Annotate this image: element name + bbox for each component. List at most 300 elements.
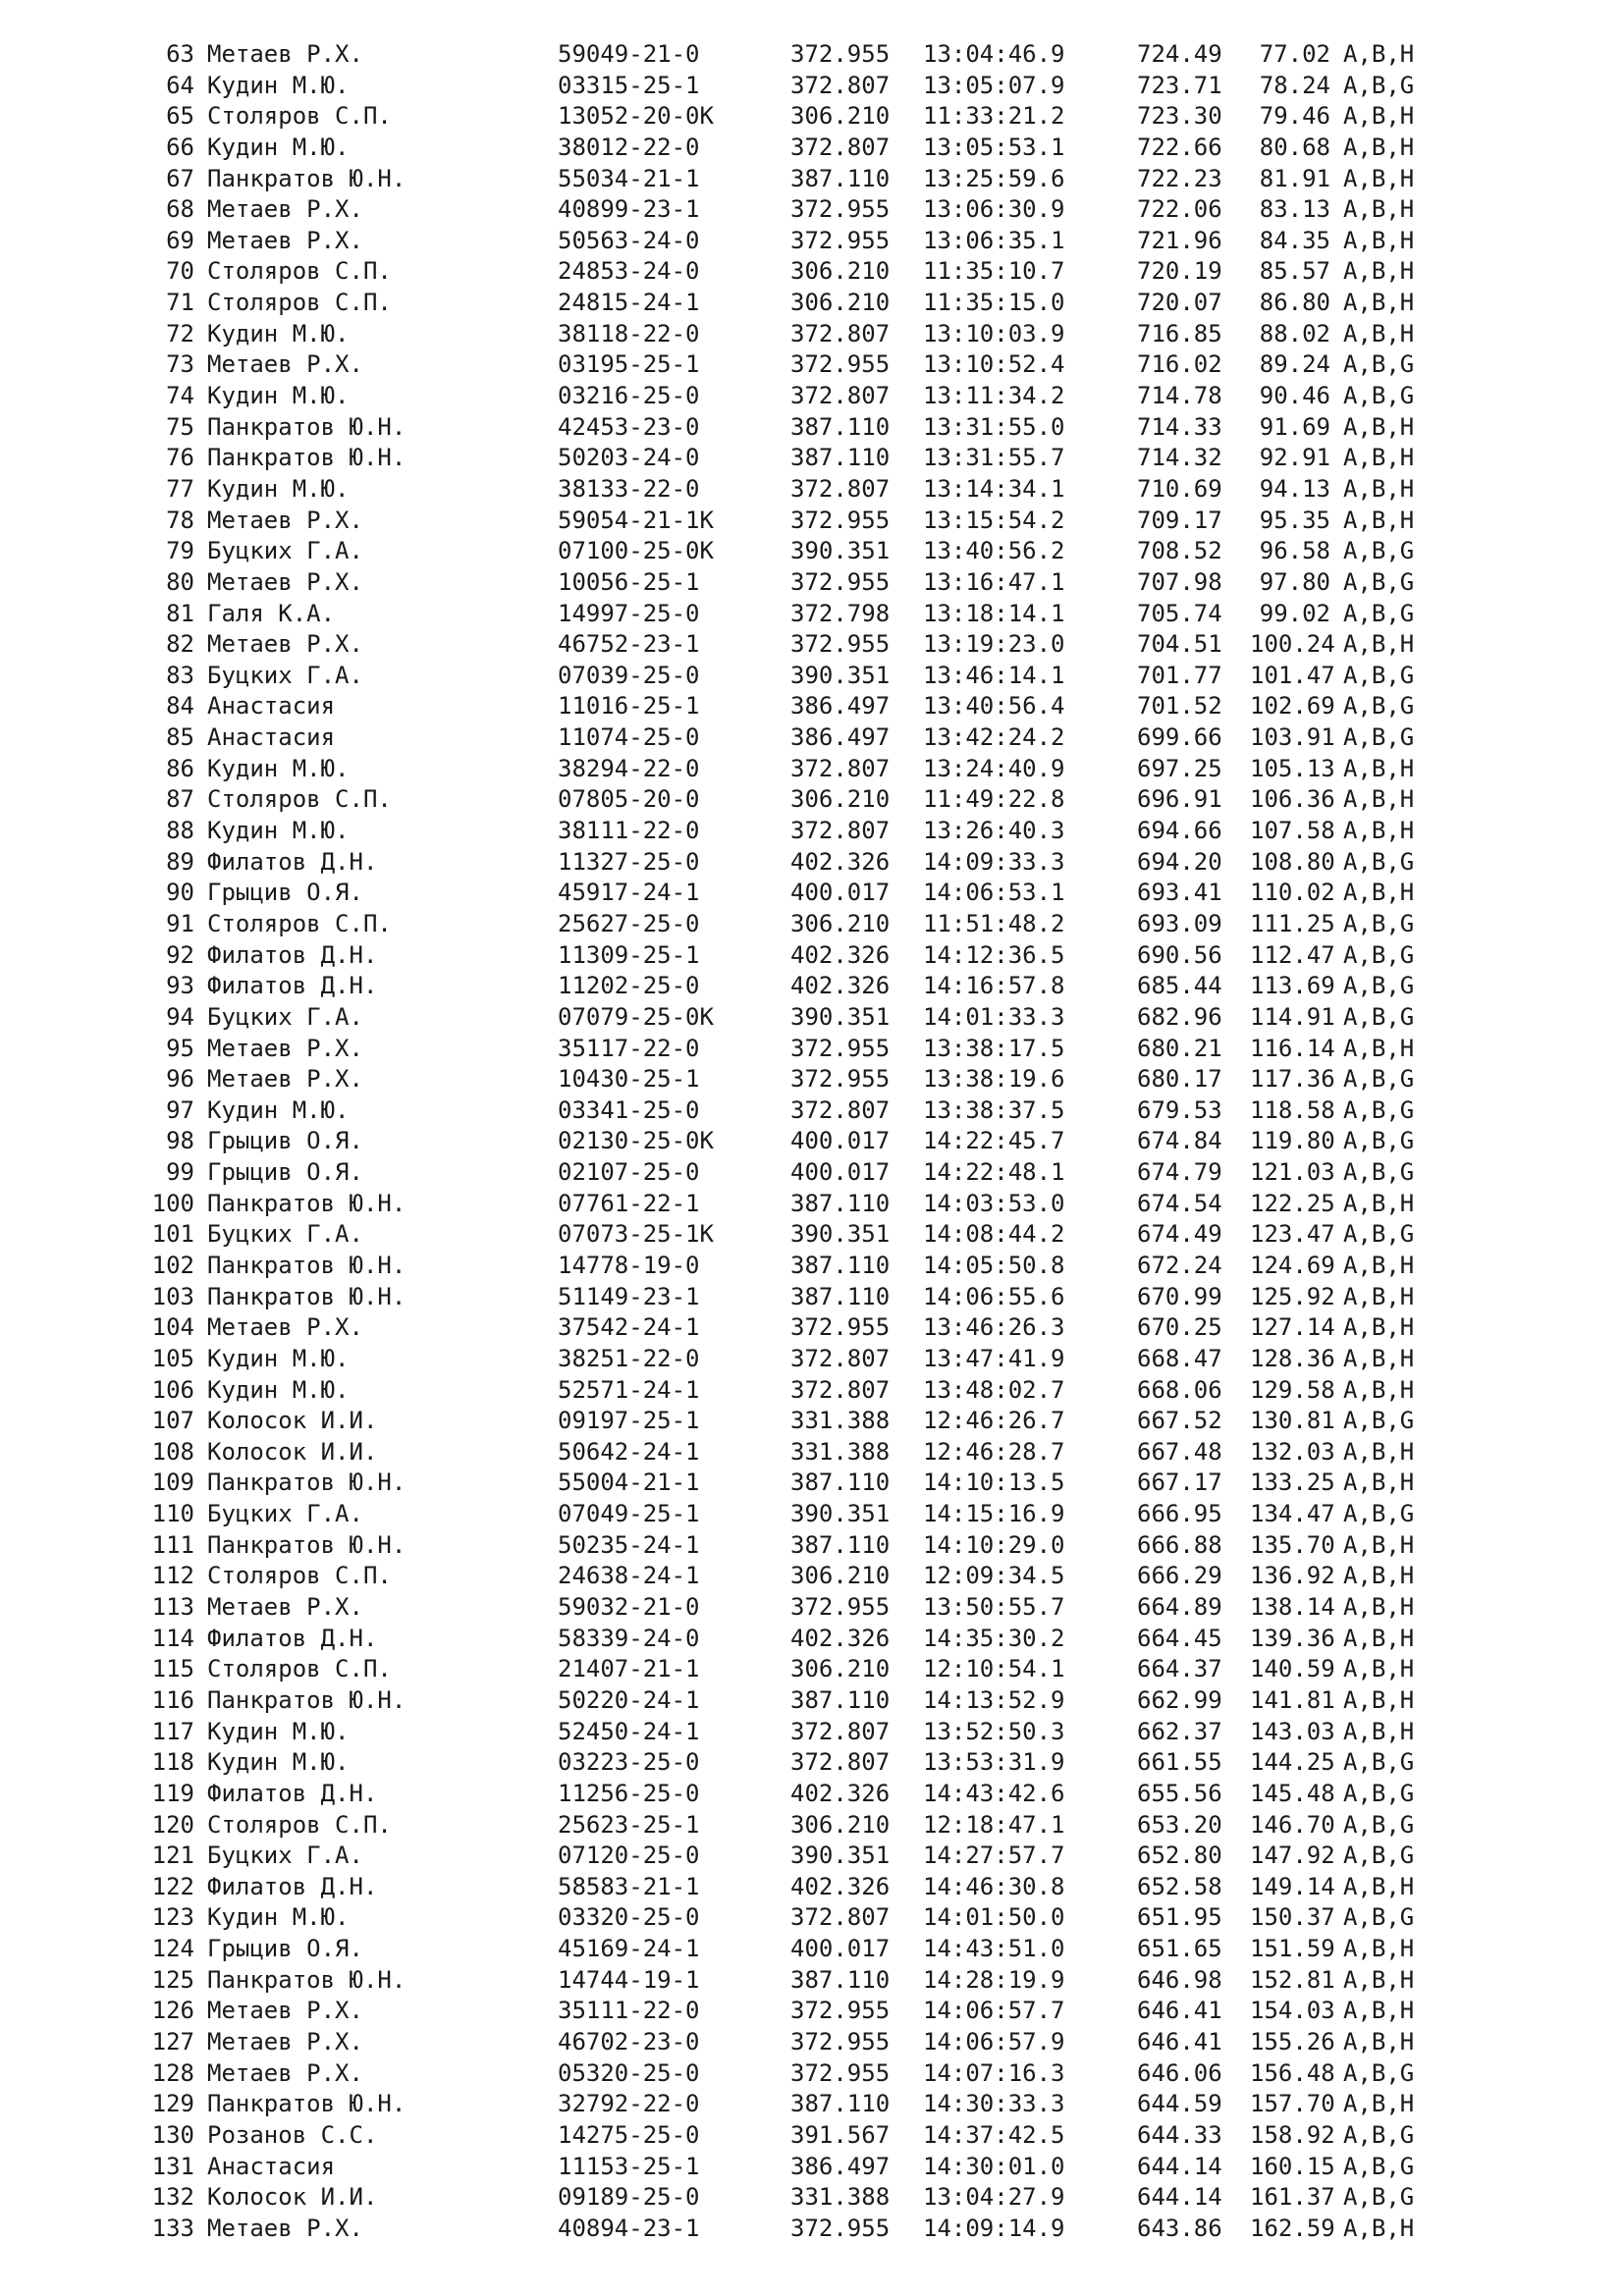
fancier-name: Колосок И.И. [207, 2183, 378, 2212]
speed: 707.98 [1137, 567, 1222, 596]
coefficient: 146.70 [1250, 1810, 1335, 1839]
category: A,B,G [1343, 71, 1415, 99]
place-number: 118 [151, 1748, 194, 1777]
speed: 722.06 [1137, 195, 1222, 224]
result-row [0, 133, 1624, 164]
distance: 387.110 [790, 1468, 891, 1497]
fancier-name: Филатов Д.Н. [207, 847, 378, 876]
distance: 372.955 [790, 40, 891, 68]
fancier-name: Метаев Р.Х. [207, 567, 363, 596]
ring-number: 52571-24-1 [558, 1375, 700, 1404]
fancier-name: Буцких Г.А. [207, 1220, 363, 1249]
result-row [0, 1561, 1624, 1592]
arrival-time: 14:01:33.3 [923, 1002, 1065, 1031]
fancier-name: Панкратов Ю.Н. [207, 1530, 406, 1559]
place-number: 93 [166, 972, 194, 1000]
coefficient: 157.70 [1250, 2090, 1335, 2118]
coefficient: 102.69 [1250, 692, 1335, 721]
result-row [0, 2182, 1624, 2214]
coefficient: 107.58 [1250, 817, 1335, 845]
distance: 331.388 [790, 1407, 891, 1435]
result-row [0, 2027, 1624, 2058]
fancier-name: Филатов Д.Н. [207, 1872, 378, 1900]
coefficient: 161.37 [1250, 2183, 1335, 2212]
distance: 372.807 [790, 817, 891, 845]
fancier-name: Кудин М.Ю. [207, 474, 350, 503]
place-number: 129 [151, 2090, 194, 2118]
result-row [0, 2058, 1624, 2090]
ring-number: 11309-25-1 [558, 940, 700, 969]
place-number: 101 [151, 1220, 194, 1249]
ring-number: 46702-23-0 [558, 2028, 700, 2056]
ring-number: 50203-24-0 [558, 444, 700, 472]
distance: 390.351 [790, 1002, 891, 1031]
fancier-name: Колосок И.И. [207, 1437, 378, 1466]
distance: 331.388 [790, 1437, 891, 1466]
coefficient: 105.13 [1250, 754, 1335, 782]
speed: 716.85 [1137, 319, 1222, 347]
distance: 306.210 [790, 102, 891, 131]
speed: 664.89 [1137, 1593, 1222, 1622]
speed: 690.56 [1137, 940, 1222, 969]
coefficient: 158.92 [1250, 2120, 1335, 2149]
arrival-time: 13:47:41.9 [923, 1344, 1065, 1372]
fancier-name: Столяров С.П. [207, 785, 392, 814]
ring-number: 25623-25-1 [558, 1810, 700, 1839]
fancier-name: Розанов С.С. [207, 2120, 378, 2149]
fancier-name: Метаев Р.Х. [207, 630, 363, 659]
fancier-name: Столяров С.П. [207, 1562, 392, 1590]
ring-number: 07073-25-1K [558, 1220, 714, 1249]
coefficient: 96.58 [1259, 537, 1330, 565]
place-number: 117 [151, 1717, 194, 1745]
ring-number: 24638-24-1 [558, 1562, 700, 1590]
fancier-name: Анастасия [207, 2152, 336, 2180]
fancier-name: Панкратов Ю.Н. [207, 1685, 406, 1714]
fancier-name: Кудин М.Ю. [207, 817, 350, 845]
coefficient: 129.58 [1250, 1375, 1335, 1404]
speed: 666.29 [1137, 1562, 1222, 1590]
result-row [0, 1002, 1624, 1034]
result-row [0, 381, 1624, 412]
arrival-time: 13:31:55.0 [923, 412, 1065, 441]
arrival-time: 13:04:27.9 [923, 2183, 1065, 2212]
arrival-time: 11:35:10.7 [923, 257, 1065, 286]
coefficient: 94.13 [1259, 474, 1330, 503]
ring-number: 07100-25-0K [558, 537, 714, 565]
category: A,B,G [1343, 537, 1415, 565]
result-row [0, 1282, 1624, 1313]
result-row [0, 754, 1624, 785]
result-row [0, 1779, 1624, 1810]
ring-number: 13052-20-0K [558, 102, 714, 131]
arrival-time: 14:09:14.9 [923, 2214, 1065, 2242]
fancier-name: Столяров С.П. [207, 909, 392, 937]
arrival-time: 13:05:07.9 [923, 71, 1065, 99]
coefficient: 136.92 [1250, 1562, 1335, 1590]
place-number: 125 [151, 1965, 194, 1994]
result-row [0, 1034, 1624, 1065]
fancier-name: Панкратов Ю.Н. [207, 1251, 406, 1279]
arrival-time: 13:10:52.4 [923, 350, 1065, 379]
distance: 400.017 [790, 1158, 891, 1187]
category: A,B,H [1343, 412, 1415, 441]
place-number: 115 [151, 1655, 194, 1683]
category: A,B,G [1343, 1748, 1415, 1777]
arrival-time: 13:19:23.0 [923, 630, 1065, 659]
ring-number: 05320-25-0 [558, 2058, 700, 2087]
result-row [0, 536, 1624, 567]
arrival-time: 11:51:48.2 [923, 909, 1065, 937]
distance: 387.110 [790, 1189, 891, 1217]
coefficient: 150.37 [1250, 1903, 1335, 1932]
distance: 386.497 [790, 2152, 891, 2180]
fancier-name: Анастасия [207, 692, 336, 721]
fancier-name: Кудин М.Ю. [207, 1903, 350, 1932]
arrival-time: 13:06:30.9 [923, 195, 1065, 224]
speed: 722.66 [1137, 133, 1222, 161]
speed: 643.86 [1137, 2214, 1222, 2242]
speed: 666.95 [1137, 1500, 1222, 1528]
result-row [0, 722, 1624, 754]
speed: 701.52 [1137, 692, 1222, 721]
distance: 387.110 [790, 1282, 891, 1310]
fancier-name: Буцких Г.А. [207, 537, 363, 565]
speed: 667.48 [1137, 1437, 1222, 1466]
coefficient: 90.46 [1259, 382, 1330, 410]
place-number: 84 [166, 692, 194, 721]
distance: 402.326 [790, 1872, 891, 1900]
arrival-time: 14:28:19.9 [923, 1965, 1065, 1994]
result-row [0, 1934, 1624, 1965]
coefficient: 116.14 [1250, 1034, 1335, 1062]
distance: 372.955 [790, 630, 891, 659]
arrival-time: 12:46:28.7 [923, 1437, 1065, 1466]
coefficient: 145.48 [1250, 1779, 1335, 1807]
result-row [0, 1592, 1624, 1624]
place-number: 122 [151, 1872, 194, 1900]
speed: 679.53 [1137, 1095, 1222, 1124]
result-row [0, 816, 1624, 847]
coefficient: 130.81 [1250, 1407, 1335, 1435]
distance: 402.326 [790, 847, 891, 876]
result-row [0, 1996, 1624, 2027]
coefficient: 151.59 [1250, 1935, 1335, 1963]
result-row [0, 1872, 1624, 1903]
speed: 720.07 [1137, 289, 1222, 317]
fancier-name: Грыцив О.Я. [207, 1127, 363, 1155]
result-row [0, 661, 1624, 692]
place-number: 71 [166, 289, 194, 317]
speed: 714.33 [1137, 412, 1222, 441]
arrival-time: 14:13:52.9 [923, 1685, 1065, 1714]
category: A,B,G [1343, 2183, 1415, 2212]
arrival-time: 13:52:50.3 [923, 1717, 1065, 1745]
fancier-name: Панкратов Ю.Н. [207, 444, 406, 472]
arrival-time: 12:46:26.7 [923, 1407, 1065, 1435]
fancier-name: Буцких Г.А. [207, 1842, 363, 1870]
place-number: 82 [166, 630, 194, 659]
category: A,B,H [1343, 1468, 1415, 1497]
coefficient: 125.92 [1250, 1282, 1335, 1310]
coefficient: 89.24 [1259, 350, 1330, 379]
distance: 372.955 [790, 567, 891, 596]
fancier-name: Панкратов Ю.Н. [207, 412, 406, 441]
coefficient: 138.14 [1250, 1593, 1335, 1622]
ring-number: 38251-22-0 [558, 1344, 700, 1372]
coefficient: 139.36 [1250, 1624, 1335, 1652]
speed: 664.37 [1137, 1655, 1222, 1683]
coefficient: 121.03 [1250, 1158, 1335, 1187]
distance: 390.351 [790, 537, 891, 565]
result-row [0, 909, 1624, 940]
coefficient: 114.91 [1250, 1002, 1335, 1031]
speed: 720.19 [1137, 257, 1222, 286]
distance: 372.955 [790, 2058, 891, 2087]
category: A,B,H [1343, 1624, 1415, 1652]
category: A,B,G [1343, 847, 1415, 876]
arrival-time: 14:06:57.9 [923, 2028, 1065, 2056]
place-number: 64 [166, 71, 194, 99]
result-row [0, 1251, 1624, 1282]
place-number: 130 [151, 2120, 194, 2149]
arrival-time: 12:09:34.5 [923, 1562, 1065, 1590]
arrival-time: 13:10:03.9 [923, 319, 1065, 347]
ring-number: 40899-23-1 [558, 195, 700, 224]
speed: 651.95 [1137, 1903, 1222, 1932]
coefficient: 95.35 [1259, 506, 1330, 534]
place-number: 77 [166, 474, 194, 503]
place-number: 110 [151, 1500, 194, 1528]
coefficient: 122.25 [1250, 1189, 1335, 1217]
result-row [0, 1902, 1624, 1934]
distance: 372.955 [790, 195, 891, 224]
distance: 372.807 [790, 474, 891, 503]
fancier-name: Кудин М.Ю. [207, 319, 350, 347]
arrival-time: 14:08:44.2 [923, 1220, 1065, 1249]
fancier-name: Столяров С.П. [207, 1655, 392, 1683]
arrival-time: 13:04:46.9 [923, 40, 1065, 68]
result-row [0, 1717, 1624, 1748]
arrival-time: 14:22:45.7 [923, 1127, 1065, 1155]
place-number: 72 [166, 319, 194, 347]
arrival-time: 13:18:14.1 [923, 599, 1065, 627]
place-number: 73 [166, 350, 194, 379]
fancier-name: Филатов Д.Н. [207, 940, 378, 969]
place-number: 107 [151, 1407, 194, 1435]
place-number: 124 [151, 1935, 194, 1963]
category: A,B,G [1343, 1842, 1415, 1870]
arrival-time: 14:22:48.1 [923, 1158, 1065, 1187]
speed: 662.37 [1137, 1717, 1222, 1745]
speed: 651.65 [1137, 1935, 1222, 1963]
distance: 387.110 [790, 1530, 891, 1559]
coefficient: 160.15 [1250, 2152, 1335, 2180]
place-number: 69 [166, 226, 194, 254]
arrival-time: 14:27:57.7 [923, 1842, 1065, 1870]
result-row [0, 101, 1624, 133]
result-row [0, 1312, 1624, 1344]
speed: 668.06 [1137, 1375, 1222, 1404]
distance: 372.955 [790, 2214, 891, 2242]
distance: 372.955 [790, 1065, 891, 1094]
distance: 372.807 [790, 1717, 891, 1745]
arrival-time: 13:11:34.2 [923, 382, 1065, 410]
fancier-name: Метаев Р.Х. [207, 2058, 363, 2087]
result-row [0, 940, 1624, 972]
category: A,B,G [1343, 2120, 1415, 2149]
place-number: 128 [151, 2058, 194, 2087]
place-number: 65 [166, 102, 194, 131]
category: A,B,G [1343, 1903, 1415, 1932]
coefficient: 143.03 [1250, 1717, 1335, 1745]
speed: 667.52 [1137, 1407, 1222, 1435]
speed: 674.54 [1137, 1189, 1222, 1217]
result-row [0, 1406, 1624, 1437]
place-number: 99 [166, 1158, 194, 1187]
arrival-time: 14:46:30.8 [923, 1872, 1065, 1900]
ring-number: 55034-21-1 [558, 164, 700, 192]
fancier-name: Метаев Р.Х. [207, 1034, 363, 1062]
coefficient: 140.59 [1250, 1655, 1335, 1683]
ring-number: 59054-21-1K [558, 506, 714, 534]
coefficient: 100.24 [1250, 630, 1335, 659]
ring-number: 07049-25-1 [558, 1500, 700, 1528]
coefficient: 149.14 [1250, 1872, 1335, 1900]
place-number: 108 [151, 1437, 194, 1466]
distance: 372.955 [790, 1997, 891, 2025]
place-number: 86 [166, 754, 194, 782]
place-number: 111 [151, 1530, 194, 1559]
speed: 693.41 [1137, 879, 1222, 907]
distance: 372.807 [790, 754, 891, 782]
place-number: 81 [166, 599, 194, 627]
result-row [0, 1685, 1624, 1717]
ring-number: 14997-25-0 [558, 599, 700, 627]
fancier-name: Столяров С.П. [207, 289, 392, 317]
fancier-name: Панкратов Ю.Н. [207, 1468, 406, 1497]
speed: 674.84 [1137, 1127, 1222, 1155]
arrival-time: 13:06:35.1 [923, 226, 1065, 254]
fancier-name: Панкратов Ю.Н. [207, 2090, 406, 2118]
category: A,B,G [1343, 940, 1415, 969]
speed: 701.77 [1137, 661, 1222, 689]
speed: 685.44 [1137, 972, 1222, 1000]
place-number: 97 [166, 1095, 194, 1124]
ring-number: 45169-24-1 [558, 1935, 700, 1963]
speed: 709.17 [1137, 506, 1222, 534]
fancier-name: Метаев Р.Х. [207, 1997, 363, 2025]
speed: 674.49 [1137, 1220, 1222, 1249]
speed: 680.17 [1137, 1065, 1222, 1094]
ring-number: 09189-25-0 [558, 2183, 700, 2212]
distance: 387.110 [790, 412, 891, 441]
fancier-name: Кудин М.Ю. [207, 1095, 350, 1124]
ring-number: 11074-25-0 [558, 723, 700, 752]
speed: 670.99 [1137, 1282, 1222, 1310]
ring-number: 55004-21-1 [558, 1468, 700, 1497]
ring-number: 11256-25-0 [558, 1779, 700, 1807]
distance: 390.351 [790, 1220, 891, 1249]
category: A,B,H [1343, 1872, 1415, 1900]
result-row [0, 1841, 1624, 1872]
place-number: 132 [151, 2183, 194, 2212]
fancier-name: Грыцив О.Я. [207, 1158, 363, 1187]
result-row [0, 71, 1624, 102]
arrival-time: 13:42:24.2 [923, 723, 1065, 752]
category: A,B,H [1343, 1593, 1415, 1622]
fancier-name: Филатов Д.Н. [207, 972, 378, 1000]
category: A,B,H [1343, 785, 1415, 814]
result-row [0, 1126, 1624, 1157]
ring-number: 58339-24-0 [558, 1624, 700, 1652]
ring-number: 07079-25-0K [558, 1002, 714, 1031]
place-number: 120 [151, 1810, 194, 1839]
distance: 387.110 [790, 164, 891, 192]
speed: 680.21 [1137, 1034, 1222, 1062]
ring-number: 03216-25-0 [558, 382, 700, 410]
distance: 372.955 [790, 2028, 891, 2056]
coefficient: 108.80 [1250, 847, 1335, 876]
speed: 644.14 [1137, 2183, 1222, 2212]
distance: 402.326 [790, 1779, 891, 1807]
place-number: 109 [151, 1468, 194, 1497]
category: A,B,H [1343, 2028, 1415, 2056]
coefficient: 154.03 [1250, 1997, 1335, 2025]
result-row [0, 1437, 1624, 1468]
category: A,B,G [1343, 1220, 1415, 1249]
category: A,B,H [1343, 1375, 1415, 1404]
result-row [0, 443, 1624, 474]
arrival-time: 13:48:02.7 [923, 1375, 1065, 1404]
coefficient: 128.36 [1250, 1344, 1335, 1372]
result-row [0, 194, 1624, 226]
coefficient: 88.02 [1259, 319, 1330, 347]
category: A,B,H [1343, 1717, 1415, 1745]
arrival-time: 13:40:56.4 [923, 692, 1065, 721]
result-row [0, 2089, 1624, 2120]
arrival-time: 14:09:33.3 [923, 847, 1065, 876]
result-row [0, 1095, 1624, 1127]
coefficient: 84.35 [1259, 226, 1330, 254]
result-row [0, 784, 1624, 816]
fancier-name: Кудин М.Ю. [207, 1717, 350, 1745]
category: A,B,H [1343, 817, 1415, 845]
place-number: 105 [151, 1344, 194, 1372]
speed: 699.66 [1137, 723, 1222, 752]
coefficient: 135.70 [1250, 1530, 1335, 1559]
distance: 387.110 [790, 2090, 891, 2118]
speed: 644.59 [1137, 2090, 1222, 2118]
speed: 694.20 [1137, 847, 1222, 876]
fancier-name: Панкратов Ю.Н. [207, 164, 406, 192]
category: A,B,G [1343, 1095, 1415, 1124]
speed: 646.41 [1137, 1997, 1222, 2025]
result-row [0, 971, 1624, 1002]
distance: 387.110 [790, 1251, 891, 1279]
place-number: 103 [151, 1282, 194, 1310]
place-number: 121 [151, 1842, 194, 1870]
ring-number: 10056-25-1 [558, 567, 700, 596]
arrival-time: 12:10:54.1 [923, 1655, 1065, 1683]
category: A,B,H [1343, 879, 1415, 907]
coefficient: 99.02 [1259, 599, 1330, 627]
category: A,B,G [1343, 1810, 1415, 1839]
distance: 387.110 [790, 1685, 891, 1714]
distance: 306.210 [790, 289, 891, 317]
ring-number: 02130-25-0K [558, 1127, 714, 1155]
place-number: 75 [166, 412, 194, 441]
